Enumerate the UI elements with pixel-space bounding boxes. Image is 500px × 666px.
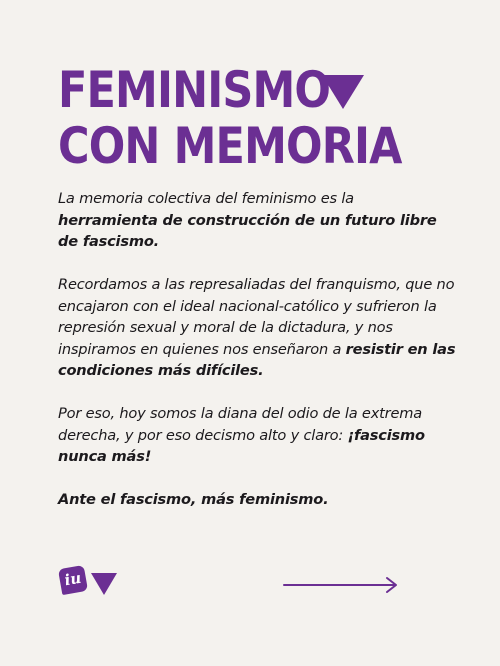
arrow-right-icon[interactable] <box>283 576 399 594</box>
paragraph-1-bold: herramienta de construcción de un futuro libre de fascismo. <box>58 211 437 250</box>
paragraph-2-bold: resistir en las condiciones más difíciles. <box>58 340 456 379</box>
paragraph-4-bold: Ante el fascismo, más feminismo. <box>58 491 329 508</box>
paragraph-2 <box>58 274 458 382</box>
triangle-down-icon <box>322 75 364 109</box>
paragraph-1-text: La memoria colectiva del feminismo es la <box>58 190 354 207</box>
logo-text: iu <box>63 568 83 590</box>
paragraph-3 <box>58 403 458 468</box>
title-line-2: CON MEMORIA <box>58 117 402 175</box>
iu-logo-icon <box>58 565 88 595</box>
paragraph-3-bold: ¡fascismo nunca más! <box>58 426 425 465</box>
logo-triangle-icon <box>91 573 117 595</box>
paragraph-4 <box>58 489 458 511</box>
paragraph-1 <box>58 188 458 253</box>
body-text <box>58 188 458 532</box>
paragraph-3-text: Por eso, hoy somos la diana del odio de la extrema derecha, y por eso decismo alto y claro: <box>58 405 423 444</box>
paragraph-2-text: Recordamos a las represaliadas del franquismo, que no encajaron con el ideal nacional-católico y sufrieron la represión sexual y moral de la dictadura, y nos inspiramos en quienes nos enseñaron a <box>58 276 455 358</box>
title-line-1: FEMINISMO <box>58 61 331 119</box>
